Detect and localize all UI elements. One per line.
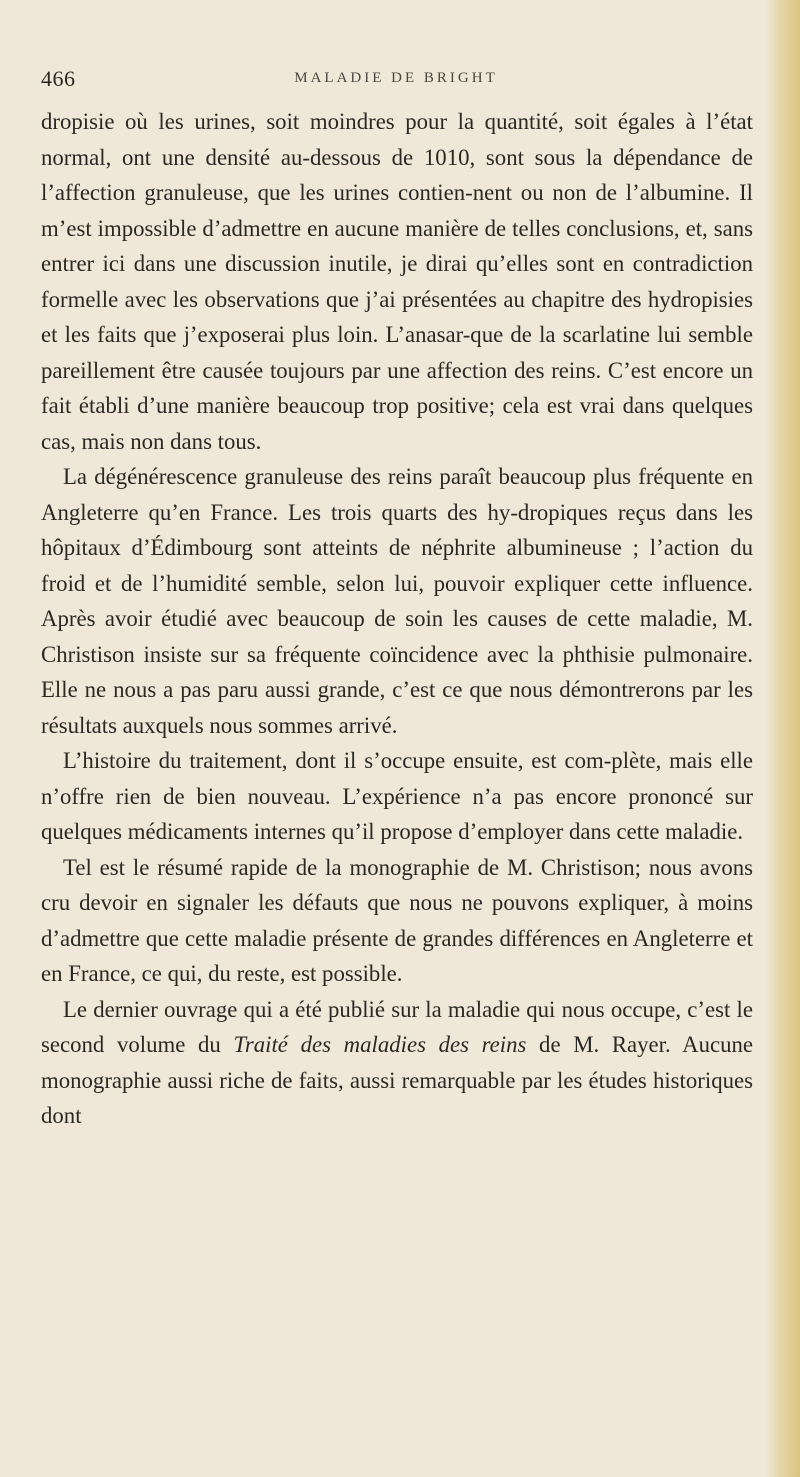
running-head: MALADIE DE BRIGHT [294, 70, 498, 86]
text-segment: La dégénérescence granuleuse des reins paraît beaucoup plus fréquente en Angleterre qu’en France. Les trois quarts des hy-dropiques reçus dans les hôpitaux d’Édimbourg sont atteints de néphrite albumineuse ; l’action du froid et de l’humidité semble, selon lui, pouvoir expliquer cette influence. Après avoir étudié avec beaucoup de soin les causes de cette maladie, M. Christison insiste sur sa fréquente coïncidence avec la phthisie pulmonaire. Elle ne nous a pas paru aussi grande, c’est ce que nous démontrerons par les résultats auxquels nous sommes arrivé. [41, 464, 753, 738]
body-text [41, 104, 753, 1134]
paragraph-5 [41, 992, 753, 1134]
paragraph-2 [41, 459, 753, 743]
page-header [41, 66, 751, 96]
page-number: 466 [41, 66, 76, 91]
text-segment: Tel est le résumé rapide de la monographie de M. Christison; nous avons cru devoir en signaler les défauts que nous ne pouvons expliquer, à moins d’admettre que cette maladie présente de grandes différences en Angleterre et en France, ce qui, du reste, est possible. [41, 854, 753, 986]
text-segment: de M. Rayer. Aucune monographie aussi riche de faits, aussi remarquable par les études historiques dont [41, 1032, 754, 1128]
paragraph-4 [41, 850, 753, 992]
page-edge-shadow [766, 0, 800, 1477]
paragraph-1 [41, 104, 753, 459]
text-segment: L’histoire du traitement, dont il s’occupe ensuite, est com-plète, mais elle n’offre rien de bien nouveau. L’expérience n’a pas encore prononcé sur quelques médicaments internes qu’il propose d’employer dans cette maladie. [41, 748, 753, 844]
paragraph-3 [41, 743, 753, 850]
text-segment: Le dernier ouvrage qui a été publié sur la maladie qui nous occupe, c’est le second volume du [41, 996, 753, 1057]
text-segment: dropisie où les urines, soit moindres pour la quantité, soit égales à l’état normal, ont une densité au-dessous de 1010, sont sous la dépendance de l’affection granuleuse, que les urines contien-nent ou non de l’albumine. Il m’est impossible d’admettre en aucune manière de telles conclusions, et, sans entrer ici dans une discussion inutile, je dirai qu’elles sont en contradiction formelle avec les observations que j’ai présentées au chapitre des hydropisies et les faits que j’exposerai plus loin. L’anasar-que de la scarlatine lui semble pareillement être causée toujours par une affection des reins. C’est encore un fait établi d’une manière beaucoup trop positive; cela est vrai dans quelques cas, mais non dans tous. [41, 109, 753, 454]
book-title: Traité des maladies des reins [233, 1032, 527, 1057]
